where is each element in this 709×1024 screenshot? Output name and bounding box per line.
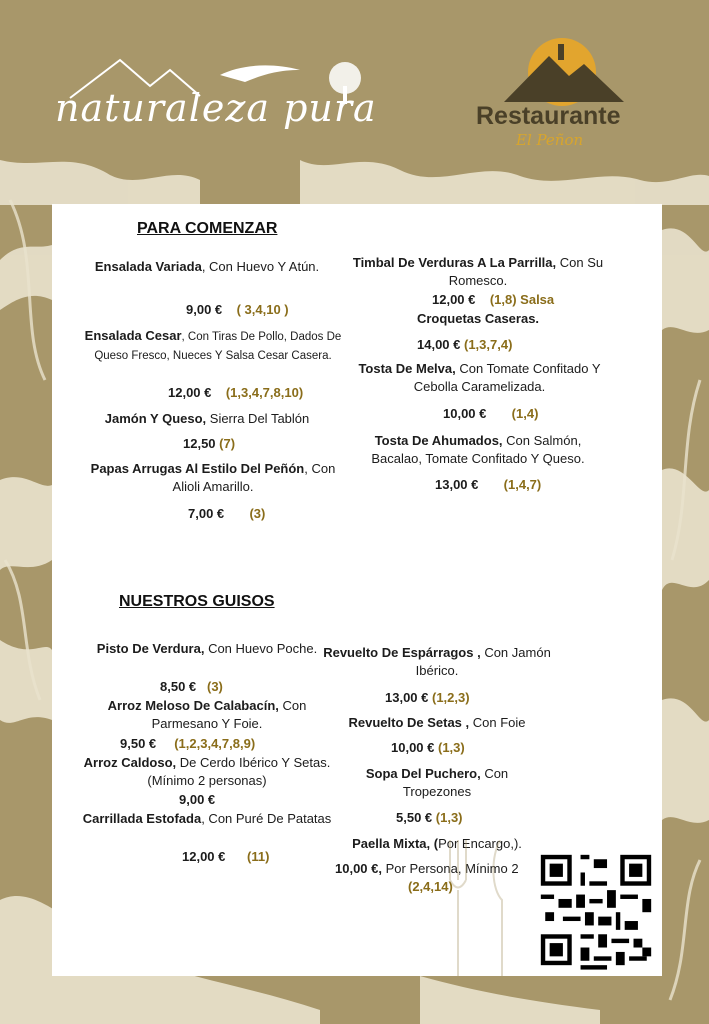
item-price-row: 10,00 €, Por Persona, Mínimo 2 (335, 861, 519, 876)
item-price-row: 12,50 (7) (183, 436, 236, 451)
menu-item: Jamón Y Queso, Sierra Del Tablón (104, 411, 310, 426)
menu-item: Pisto De Verdura, Con Huevo Poche. (96, 641, 318, 656)
menu-item: Sopa Del Puchero, Con Tropezones (365, 766, 509, 799)
menu-item: Tosta De Melva, Con Tomate Confitado Y Cebolla Caramelizada. (358, 361, 601, 394)
item-price-row: 9,50 € (1,2,3,4,7,8,9) (120, 736, 256, 751)
item-price-row: 13,00 € (1,4,7) (435, 477, 542, 492)
item-price-row: 12,00 € (11) (182, 849, 270, 864)
item-price-row: 10,00 € (1,3) (391, 740, 465, 755)
item-price-row: 8,50 € (3) (160, 679, 223, 694)
menu-item: Revuelto De Setas , Con Foie (348, 715, 526, 730)
menu-item: Croquetas Caseras. (416, 311, 540, 326)
item-price-row: 5,50 € (1,3) (396, 810, 463, 825)
menu-item: Tosta De Ahumados, Con Salmón, Bacalao, Tomate Confitado Y Queso. (371, 433, 585, 466)
item-price-row: 12,00 € (1,8) Salsa (432, 292, 555, 307)
item-price-row: 14,00 € (1,3,7,4) (417, 337, 513, 352)
menu-item: Timbal De Verduras A La Parrilla, Con Su Romesco. (352, 255, 604, 288)
item-price-row: 9,00 € (179, 792, 216, 807)
item-price-row: 7,00 € (3) (188, 506, 266, 521)
restaurant-subtitle: El Peñon (516, 131, 584, 149)
menu-item: Revuelto De Espárragos , Con Jamón Ibérico. (323, 645, 551, 678)
brand-script-title: naturaleza pura (55, 86, 377, 130)
item-price-row: 13,00 € (1,2,3) (385, 690, 470, 705)
item-price-row: 9,00 € ( 3,4,10 ) (186, 302, 289, 317)
menu-item: Papas Arrugas Al Estilo Del Peñón, Con Alioli Amarillo. (90, 461, 336, 494)
restaurant-name: Restaurante (476, 102, 621, 130)
menu-item: Arroz Caldoso, De Cerdo Ibérico Y Setas. (Mínimo 2 personas) (83, 755, 331, 788)
menu-item: Ensalada Variada, Con Huevo Y Atún. (94, 259, 320, 274)
menu-item: Paella Mixta, (Por Encargo,). (352, 836, 522, 851)
menu-item: Arroz Meloso De Calabacín, Con Parmesano Y Foie. (107, 698, 307, 731)
menu-item: Carrillada Estofada, Con Puré De Patatas (82, 811, 332, 826)
qr-code-icon[interactable] (532, 846, 660, 974)
item-price-row: 10,00 € (1,4) (443, 406, 539, 421)
section-title-start: PARA COMENZAR (137, 220, 278, 237)
section-title-stews: NUESTROS GUISOS (119, 593, 275, 610)
cutlery-icon (430, 840, 530, 980)
menu-item: Ensalada Cesar, Con Tiras De Pollo, Dados De Queso Fresco, Nueces Y Salsa Cesar Casera. (84, 328, 342, 362)
item-allergens: (2,4,14) (408, 879, 453, 894)
item-price-row: 12,00 € (1,3,4,7,8,10) (168, 385, 304, 400)
